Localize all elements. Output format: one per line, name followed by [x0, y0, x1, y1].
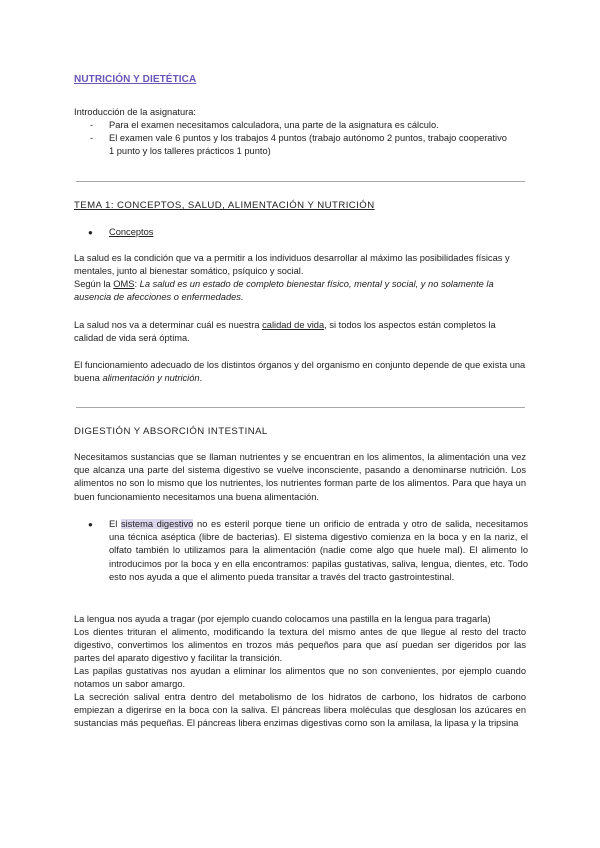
oms-definition — [74, 278, 526, 304]
dientes-paragraph: Los dientes trituran el alimento, modificando la textura del mismo antes de que llegue al resto del tracto digestivo, convertimos los alimentos en trozos más pequeños para que así puedan ser digeridos por las partes del aparato digestivo y facilitar la transición. — [74, 627, 526, 664]
func-pre: El funcionamiento adecuado de los distintos órganos y del organismo en conjunto depende de que exista una buena — [74, 360, 526, 384]
bullet-post: no es esteril porque tiene un orificio de entrada y otro de salida, necesitamos una técnica aséptica (libre de bacterias). El sistema digestivo comienza en la boca y en la nariz, el olfato también lo utilizamos para la alimentación (nadie come algo que huele mal). El alimento lo introducimos por la boca y en ella encontramos: papilas gustativas, saliva, lengua, dientes, etc. Todo esto nos ayuda a que el alimento pueda transitar a través del tracto gastrointestinal. — [109, 519, 528, 582]
conceptos-label: Conceptos — [109, 227, 154, 237]
intro-label: Introducción de la asignatura: — [74, 107, 196, 117]
lengua-paragraph: La lengua nos ayuda a tragar (por ejemplo cuando colocamos una pastilla en la lengua para tragarla) — [74, 614, 491, 624]
func-emphasis: alimentación y nutrición — [102, 373, 200, 384]
bullet-dot-icon: ● — [88, 228, 93, 237]
conceptos-bullet — [88, 226, 508, 239]
secrecion-paragraph: La secreción salival entra dentro del metabolismo de los hidratos de carbono, los hidratos de carbono empiezan a digerirse en la boca con la saliva. El páncreas libera moléculas que desglosan los azúcares en sustancias más pequeñas. El páncreas libera enzimas digestivas como son la amilasa, la lipasa y la tripsina — [74, 692, 526, 729]
salud-definition: La salud es la condición que va a permitir a los individuos desarrollar al máximo las posibilidades físicas y mentales, junto al bienestar somático, psíquico y social. — [74, 253, 510, 277]
funcionamiento-paragraph — [74, 359, 526, 385]
digestion-paragraph: Necesitamos sustancias que se llaman nutrientes y se encuentran en los alimentos, la alimentación una vez que alcanza una parte del sistema digestivo se vuelve inconsciente, pasando a denominarse nutrición. Los alimentos no son lo mismo que los nutrientes, los nutrientes forman parte de los alimentos. Para que haya un buen funcionamiento necesitamos una buena alimentación. — [74, 452, 526, 502]
highlighted-term: sistema digestivo — [120, 519, 194, 529]
intro-item: - El examen vale 6 puntos y los trabajos 4 puntos (trabajo autónomo 2 puntos, trabajo cooperativo 1 punto y los talleres prácticos 1 punto) — [90, 132, 510, 158]
calidad-pre: La salud nos va a determinar cuál es nuestra — [74, 320, 263, 330]
sistema-digestivo-text — [109, 518, 528, 584]
oms-sep: : — [134, 279, 140, 289]
sistema-digestivo-bullet — [88, 518, 528, 584]
bullet-pre: El — [109, 519, 121, 529]
func-post: . — [199, 373, 203, 384]
intro-item: - Para el examen necesitamos calculadora, una parte de la asignatura es cálculo. — [90, 119, 510, 132]
oms-link: OMS — [113, 279, 135, 289]
papilas-paragraph: Las papilas gustativas nos ayudan a eliminar los alimentos que no son convenientes, por ejemplo cuando notamos un sabor amargo. — [74, 666, 526, 690]
digestion-heading: DIGESTIÓN Y ABSORCIÓN INTESTINAL — [74, 426, 268, 437]
section-divider — [76, 407, 525, 408]
oms-prefix: Según la — [74, 279, 114, 289]
tema1-heading: TEMA 1: CONCEPTOS, SALUD, ALIMENTACIÓN Y NUTRICIÓN — [74, 200, 375, 211]
calidad-paragraph — [74, 319, 526, 345]
section-divider — [76, 181, 525, 182]
intro-list — [90, 119, 510, 159]
document-title: NUTRICIÓN Y DIETÉTICA — [74, 74, 197, 85]
calidad-link: calidad de vida — [262, 320, 325, 330]
oms-quote: La salud es un estado de completo bienestar físico, mental y social, y no solamente la ausencia de afecciones o enfermedades. — [74, 279, 494, 303]
bullet-dot-icon: ● — [88, 520, 93, 529]
calidad-post: , si todos los aspectos están completos la calidad de vida será óptima. — [74, 320, 496, 344]
